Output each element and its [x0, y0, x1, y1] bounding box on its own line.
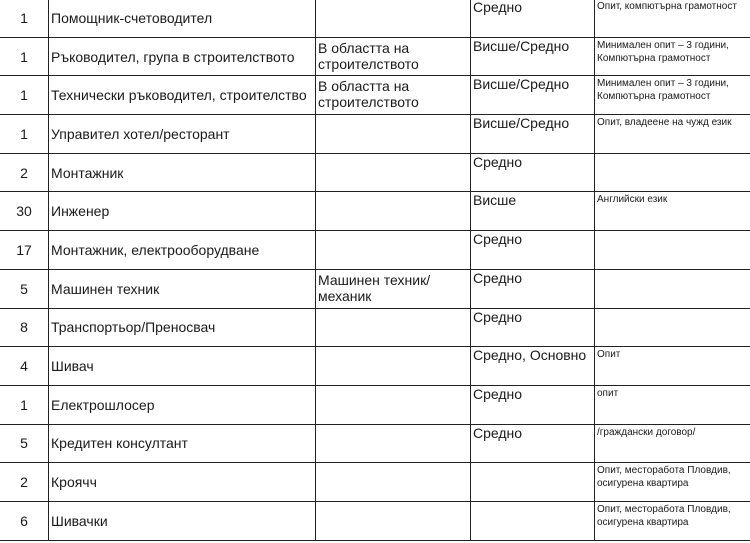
position-cell: Машинен техник: [49, 269, 316, 308]
specialty-cell: [316, 463, 471, 502]
specialty-cell: [316, 115, 471, 154]
education-cell: Средно: [471, 308, 595, 347]
table-row: [0, 347, 750, 386]
table-row: [0, 192, 750, 231]
specialty-cell: В областта на строителството: [316, 76, 471, 115]
qty-cell: 5: [0, 269, 49, 308]
education-cell: Висше/Средно: [471, 37, 595, 76]
position-cell: Технически ръководител, строителство: [49, 76, 316, 115]
education-cell: Средно: [471, 385, 595, 424]
table-row: [0, 153, 750, 192]
specialty-cell: [316, 424, 471, 463]
qty-cell: 1: [0, 37, 49, 76]
requirements-cell: Опит, месторабота Пловдив, осигурена квартира: [595, 501, 750, 540]
requirements-cell: /граждански договор/: [595, 424, 750, 463]
requirements-cell: [595, 308, 750, 347]
education-cell: Средно: [471, 153, 595, 192]
qty-cell: 5: [0, 424, 49, 463]
qty-cell: 1: [0, 76, 49, 115]
education-cell: Средно, Основно: [471, 347, 595, 386]
table-row: [0, 463, 750, 502]
requirements-cell: Минимален опит – 3 години, Компютърна грамотност: [595, 37, 750, 76]
position-cell: Електрошлосер: [49, 385, 316, 424]
qty-cell: 1: [0, 115, 49, 154]
specialty-cell: [316, 501, 471, 540]
position-cell: Управител хотел/ресторант: [49, 115, 316, 154]
education-cell: Висше/Средно: [471, 76, 595, 115]
position-cell: Ръководител, група в строителството: [49, 37, 316, 76]
specialty-cell: [316, 308, 471, 347]
specialty-cell: [316, 153, 471, 192]
requirements-cell: Опит, компютърна грамотност: [595, 0, 750, 37]
qty-cell: 30: [0, 192, 49, 231]
position-cell: Монтажник, електрооборудване: [49, 231, 316, 270]
position-cell: Шивачки: [49, 501, 316, 540]
education-cell: Висше: [471, 192, 595, 231]
qty-cell: 2: [0, 153, 49, 192]
education-cell: Средно: [471, 269, 595, 308]
qty-cell: 6: [0, 501, 49, 540]
table-row: [0, 269, 750, 308]
specialty-cell: [316, 0, 471, 37]
position-cell: Инженер: [49, 192, 316, 231]
requirements-cell: Опит: [595, 347, 750, 386]
table-row: [0, 231, 750, 270]
table-row: [0, 115, 750, 154]
table-row: [0, 308, 750, 347]
specialty-cell: [316, 347, 471, 386]
table-row: [0, 501, 750, 540]
requirements-cell: Опит, месторабота Пловдив, осигурена квартира: [595, 463, 750, 502]
requirements-cell: [595, 231, 750, 270]
requirements-cell: опит: [595, 385, 750, 424]
specialty-cell: Машинен техник/механик: [316, 269, 471, 308]
education-cell: Висше/Средно: [471, 115, 595, 154]
position-cell: Монтажник: [49, 153, 316, 192]
qty-cell: 1: [0, 385, 49, 424]
education-cell: [471, 501, 595, 540]
specialty-cell: [316, 192, 471, 231]
table-row: [0, 76, 750, 115]
table-row: [0, 0, 750, 37]
qty-cell: 8: [0, 308, 49, 347]
requirements-cell: Опит, владеене на чужд език: [595, 115, 750, 154]
qty-cell: 2: [0, 463, 49, 502]
table-row: [0, 385, 750, 424]
specialty-cell: [316, 385, 471, 424]
position-cell: Транспортьор/Преносвач: [49, 308, 316, 347]
requirements-cell: Английски език: [595, 192, 750, 231]
qty-cell: 4: [0, 347, 49, 386]
requirements-cell: Минимален опит – 3 години, Компютърна грамотност: [595, 76, 750, 115]
table-row: [0, 37, 750, 76]
position-cell: Шивач: [49, 347, 316, 386]
specialty-cell: [316, 231, 471, 270]
education-cell: Средно: [471, 231, 595, 270]
table-row: [0, 424, 750, 463]
requirements-cell: [595, 269, 750, 308]
requirements-cell: [595, 153, 750, 192]
position-cell: Кредитен консултант: [49, 424, 316, 463]
education-cell: Средно: [471, 424, 595, 463]
position-cell: Кроячч: [49, 463, 316, 502]
specialty-cell: В областта на строителството: [316, 37, 471, 76]
education-cell: Средно: [471, 0, 595, 37]
qty-cell: 17: [0, 231, 49, 270]
education-cell: [471, 463, 595, 502]
qty-cell: 1: [0, 0, 49, 37]
position-cell: Помощник-счетоводител: [49, 0, 316, 37]
